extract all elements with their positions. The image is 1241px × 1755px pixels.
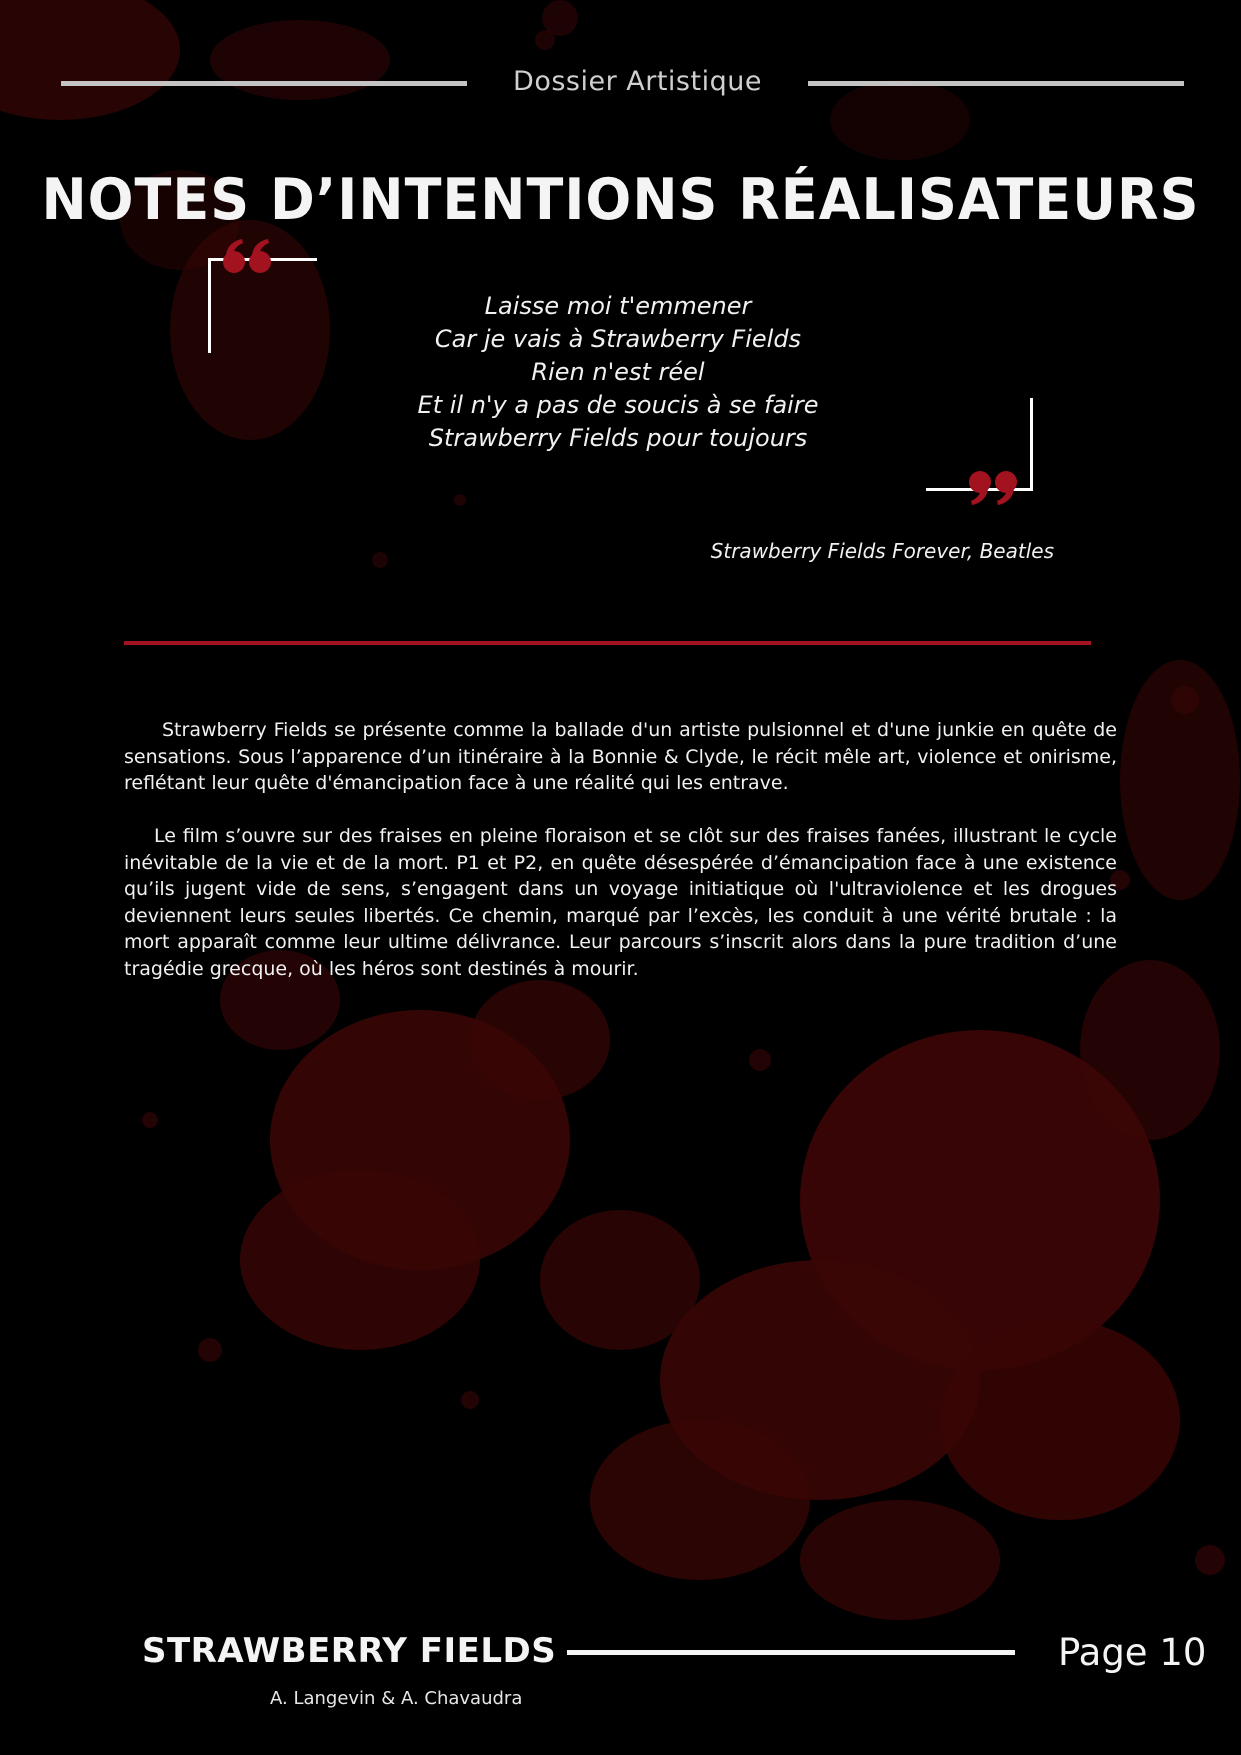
body-paragraph-2: Le film s’ouvre sur des fraises en pleine floraison et se clôt sur des fraises fanées, illustrant le cycle inévitable de la vie et de la mort. P1 et P2, en quête désespérée d’émancipation face à une existence qu’ils jugent vide de sens, s’engagent dans un voyage initiatique où l'ultraviolence et les drogues deviennent leurs seules libertés. Ce chemin, marqué par l’excès, les conduit à une vérité brutale : la mort apparaît comme leur ultime délivrance. Leur parcours s’inscrit alors dans la pure tradition d’une tragédie grecque, où les héros sont destinés à mourir.	[124, 825, 1117, 980]
song-lyrics	[340, 290, 896, 455]
lyric-line: Rien n'est réel	[531, 358, 705, 386]
lyric-line: Laisse moi t'emmener	[484, 292, 752, 320]
footer-rule	[567, 1650, 1015, 1655]
section-divider	[124, 641, 1091, 645]
quote-attribution: Strawberry Fields Forever, Beatles	[710, 539, 1054, 563]
lyric-line: Car je vais à Strawberry Fields	[434, 325, 802, 353]
header-rule-left	[61, 81, 467, 86]
page-title: NOTES D’INTENTIONS RÉALISATEURS	[41, 166, 1200, 233]
body-paragraph-1: Strawberry Fields se présente comme la ballade d'un artiste pulsionnel et d'une junkie en quête de sensations. Sous l’apparence d’un itinéraire à la Bonnie & Clyde, le récit mêle art, violence et onirisme, reflétant leur quête d'émancipation face à une réalité qui les entrave.	[124, 719, 1117, 794]
footer-authors: A. Langevin & A. Chavaudra	[270, 1688, 523, 1709]
header-label: Dossier Artistique	[513, 66, 762, 97]
lyric-line: Strawberry Fields pour toujours	[428, 424, 808, 452]
quote-close-icon	[966, 466, 1018, 506]
header-rule-right	[808, 81, 1184, 86]
footer-title: STRAWBERRY FIELDS	[142, 1631, 557, 1671]
lyric-line: Et il n'y a pas de soucis à se faire	[417, 391, 819, 419]
quote-open-icon	[222, 238, 274, 278]
page-number: Page 10	[1058, 1631, 1207, 1674]
